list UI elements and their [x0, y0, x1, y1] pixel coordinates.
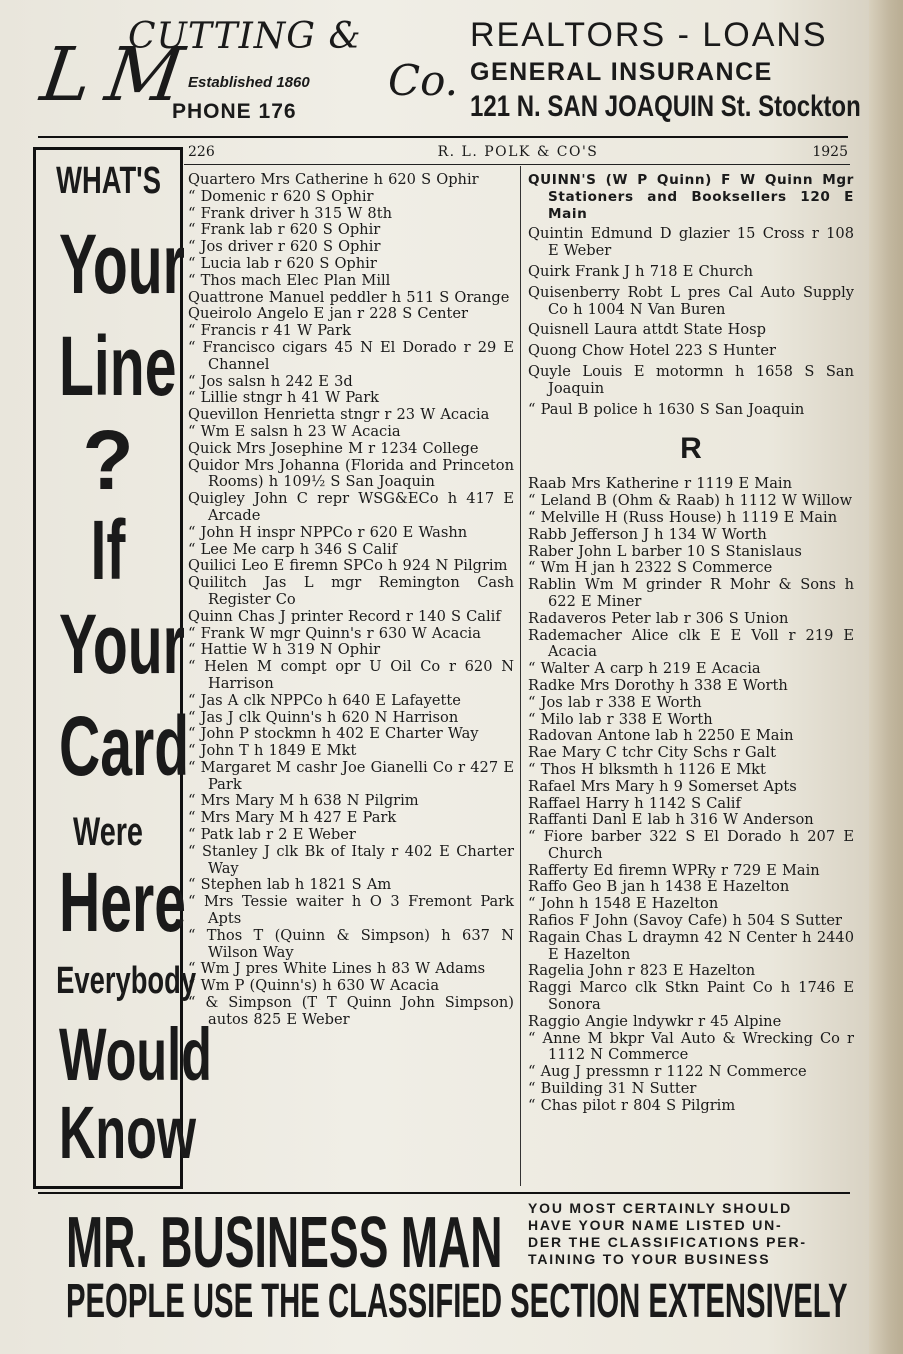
ad-line: Would: [59, 1013, 212, 1096]
ad-line: Know: [59, 1091, 196, 1174]
directory-entry: “ John P stockmn h 402 E Charter Way: [188, 725, 479, 743]
footer-advertisement: [38, 1196, 850, 1346]
directory-entry: “ Wm J pres White Lines h 83 W Adams: [188, 960, 486, 978]
directory-entry: “ Lee Me carp h 346 S Calif: [188, 540, 398, 558]
directory-entry: Quyle Louis E motormn h 1658 S San Joaquin: [528, 362, 854, 397]
directory-entry: Rademacher Alice clk E E Voll r 219 E Acacia: [528, 626, 854, 661]
directory-entry: Quintin Edmund D glazier 15 Cross r 108 E Weber: [528, 225, 854, 260]
directory-entry: “ & Simpson (T T Quinn John Simpson) autos 825 E Weber: [188, 994, 514, 1028]
directory-entry: “ Jas A clk NPPCo h 640 E Lafayette: [188, 691, 461, 709]
directory-entry: “ Jos salsn h 242 E 3d: [188, 372, 353, 390]
logo-co: Co.: [388, 56, 459, 105]
directory-entry: “ Wm H jan h 2322 S Commerce: [528, 559, 773, 577]
ad-line: Line: [59, 319, 177, 413]
directory-entry: “ John H inspr NPPCo r 620 E Washn: [188, 523, 468, 541]
realtors-heading: REALTORS - LOANS: [470, 16, 828, 54]
directory-entry: “ Frank driver h 315 W 8th: [188, 204, 392, 222]
directory-entry: Quisenberry Robt L pres Cal Auto Supply Co h 1004 N Van Buren: [528, 283, 854, 318]
q-entries: [528, 172, 854, 418]
directory-entry: Raggi Marco clk Stkn Paint Co h 1746 E Sonora: [528, 979, 854, 1014]
header-advertisement: [35, 10, 861, 136]
directory-entry: “ Aug J pressmn r 1122 N Commerce: [528, 1063, 807, 1081]
directory-entry: Radovan Antone lab h 2250 E Main: [528, 727, 794, 745]
directory-year: 1925: [812, 144, 848, 160]
directory-entry: Rabb Jefferson J h 134 W Worth: [528, 525, 767, 543]
directory-entry: “ Francisco cigars 45 N El Dorado r 29 E Channel: [188, 338, 514, 373]
directory-entry: “ Helen M compt opr U Oil Co r 620 N Harrison: [188, 658, 514, 692]
directory-entry: Raab Mrs Katherine r 1119 E Main: [528, 475, 792, 493]
directory-entry: Rafios F John (Savoy Cafe) h 504 S Sutter: [528, 912, 842, 930]
directory-entry: “ Patk lab r 2 E Weber: [188, 826, 356, 844]
directory-entry: Radaveros Peter lab r 306 S Union: [528, 609, 789, 627]
directory-entry: “ Paul B police h 1630 S San Joaquin: [528, 400, 805, 418]
directory-entry: “ Jos lab r 338 E Worth: [528, 693, 702, 711]
directory-entry: Quisnell Laura attdt State Hosp: [528, 321, 766, 339]
directory-entry: “ Walter A carp h 219 E Acacia: [528, 660, 761, 678]
directory-column-left: [188, 172, 514, 1029]
directory-entry: Quong Chow Hotel 223 S Hunter: [528, 342, 776, 360]
directory-entry: Quilitch Jas L mgr Remington Cash Register Co: [188, 574, 514, 608]
directory-entry: Raggio Angie lndywkr r 45 Alpine: [528, 1012, 782, 1030]
directory-entry: Radke Mrs Dorothy h 338 E Worth: [528, 676, 788, 694]
directory-entry: “ Leland B (Ohm & Raab) h 1112 W Willow: [528, 492, 853, 510]
phone-text: PHONE 176: [172, 100, 297, 123]
r-entries: [528, 476, 854, 1114]
directory-entry: “ Margaret M cashr Joe Gianelli Co r 427 E Park: [188, 758, 514, 793]
directory-entry: “ Hattie W h 319 N Ophir: [188, 641, 381, 659]
directory-entry: “ Anne M bkpr Val Auto & Wrecking Co r 1112 N Commerce: [528, 1029, 854, 1064]
footer-headline: MR. BUSINESS MAN: [66, 1203, 503, 1283]
address-text: 121 N. SAN JOAQUIN St. Stockton: [470, 90, 861, 123]
directory-entry: Queirolo Angelo E jan r 228 S Center: [188, 305, 469, 323]
established-text: Established 1860: [188, 74, 310, 91]
directory-entry: “ Wm P (Quinn's) h 630 W Acacia: [188, 977, 440, 995]
directory-entry: Quilici Leo E firemn SPCo h 924 N Pilgrim: [188, 557, 508, 575]
ad-line: Card: [59, 699, 190, 793]
ad-line: Your: [59, 597, 185, 691]
footer-notice: YOU MOST CERTAINLY SHOULD HAVE YOUR NAME LISTED UN- DER THE CLASSIFICATIONS PER- TAINING TO YOUR BUSINESS: [528, 1200, 807, 1267]
directory-entry: “ Chas pilot r 804 S Pilgrim: [528, 1096, 736, 1114]
directory-entry: Quidor Mrs Johanna (Florida and Princeton Rooms) h 109½ S San Joaquin: [188, 456, 514, 491]
directory-entry: Raffanti Danl E lab h 316 W Anderson: [528, 811, 814, 829]
directory-entry: “ Lillie stngr h 41 W Park: [188, 389, 380, 407]
publisher-name: R. L. POLK & CO'S: [437, 144, 599, 160]
running-head-divider: [184, 164, 850, 165]
directory-entry: Ragain Chas L draymn 42 N Center h 2440 E Hazelton: [528, 928, 854, 963]
directory-entry: Quevillon Henrietta stngr r 23 W Acacia: [188, 406, 490, 424]
running-head: [188, 144, 848, 164]
directory-entry: Raffo Geo B jan h 1438 E Hazelton: [528, 878, 790, 896]
directory-entry: “ Building 31 N Sutter: [528, 1080, 697, 1098]
directory-entry: Quirk Frank J h 718 E Church: [528, 262, 753, 280]
directory-entry: QUINN'S (W P Quinn) F W Quinn Mgr Stationers and Booksellers 120 E Main: [528, 172, 854, 222]
directory-entry: Quigley John C repr WSG&ECo h 417 E Arcade: [188, 490, 514, 524]
page-number: 226: [188, 144, 215, 160]
directory-entry: “ Stanley J clk Bk of Italy r 402 E Charter Way: [188, 842, 514, 877]
header-divider: [38, 136, 848, 138]
directory-entry: Quattrone Manuel peddler h 511 S Orange: [188, 288, 510, 306]
directory-entry: Raffael Harry h 1142 S Calif: [528, 794, 741, 812]
directory-entry: Rafferty Ed firemn WPRy r 729 E Main: [528, 861, 820, 879]
directory-entry: Quick Mrs Josephine M r 1234 College: [188, 439, 479, 457]
directory-entry: “ Melville H (Russ House) h 1119 E Main: [528, 508, 838, 526]
directory-entry: Rablin Wm M grinder R Mohr & Sons h 622 E Miner: [528, 576, 854, 610]
directory-entry: “ John T h 1849 E Mkt: [188, 742, 357, 760]
directory-entry: Quartero Mrs Catherine h 620 S Ophir: [188, 171, 479, 188]
insurance-heading: GENERAL INSURANCE: [470, 58, 773, 86]
directory-entry: Rafael Mrs Mary h 9 Somerset Apts: [528, 777, 797, 795]
footer-divider: [38, 1192, 850, 1194]
ad-line: Your: [59, 217, 185, 311]
directory-entry: “ Domenic r 620 S Ophir: [188, 187, 374, 205]
directory-entry: Ragelia John r 823 E Hazelton: [528, 962, 756, 980]
directory-column-right: [528, 172, 854, 1115]
directory-entry: “ Fiore barber 322 S El Dorado h 207 E Church: [528, 828, 854, 862]
directory-entry: Rae Mary C tchr City Schs r Galt: [528, 744, 776, 762]
directory-entry: “ Frank lab r 620 S Ophir: [188, 221, 381, 239]
directory-entry: “ Lucia lab r 620 S Ophir: [188, 254, 377, 272]
directory-entry: “ Francis r 41 W Park: [188, 322, 351, 340]
directory-entry: “ Mrs Tessie waiter h O 3 Fremont Park Apts: [188, 893, 514, 928]
column-divider: [520, 166, 521, 1186]
directory-entry: “ Jas J clk Quinn's h 620 N Harrison: [188, 708, 459, 726]
directory-entry: Raber John L barber 10 S Stanislaus: [528, 542, 802, 560]
section-letter: R: [680, 432, 702, 466]
ad-line: Were: [73, 810, 143, 854]
ad-line: If: [90, 503, 126, 597]
ad-line: WHAT'S: [56, 160, 161, 202]
footer-tagline: PEOPLE USE THE CLASSIFIED SECTION EXTENSIVELY: [66, 1275, 848, 1328]
logo-initials: L M: [35, 32, 185, 118]
ad-line: Here: [59, 855, 187, 949]
directory-entry: “ Stephen lab h 1821 S Am: [188, 876, 392, 894]
page-edge: [869, 0, 903, 1354]
directory-entry: “ Thos T (Quinn & Simpson) h 637 N Wilson Way: [188, 926, 514, 961]
ad-line: ?: [82, 413, 134, 507]
directory-entry: “ Jos driver r 620 S Ophir: [188, 238, 381, 256]
directory-entry: “ Mrs Mary M h 427 E Park: [188, 809, 397, 827]
directory-entry: “ Thos H blksmth h 1126 E Mkt: [528, 760, 766, 778]
ad-line: Everybody: [56, 960, 197, 1002]
directory-entry: “ Frank W mgr Quinn's r 630 W Acacia: [188, 624, 481, 642]
directory-entry: “ John h 1548 E Hazelton: [528, 895, 719, 913]
directory-entry: “ Thos mach Elec Plan Mill: [188, 271, 391, 289]
logo-name: CUTTING &: [128, 16, 362, 57]
directory-entry: “ Wm E salsn h 23 W Acacia: [188, 422, 401, 440]
directory-entry: “ Milo lab r 338 E Worth: [528, 710, 713, 728]
directory-entry: “ Mrs Mary M h 638 N Pilgrim: [188, 792, 419, 810]
directory-entry: Quinn Chas J printer Record r 140 S Calif: [188, 607, 501, 625]
